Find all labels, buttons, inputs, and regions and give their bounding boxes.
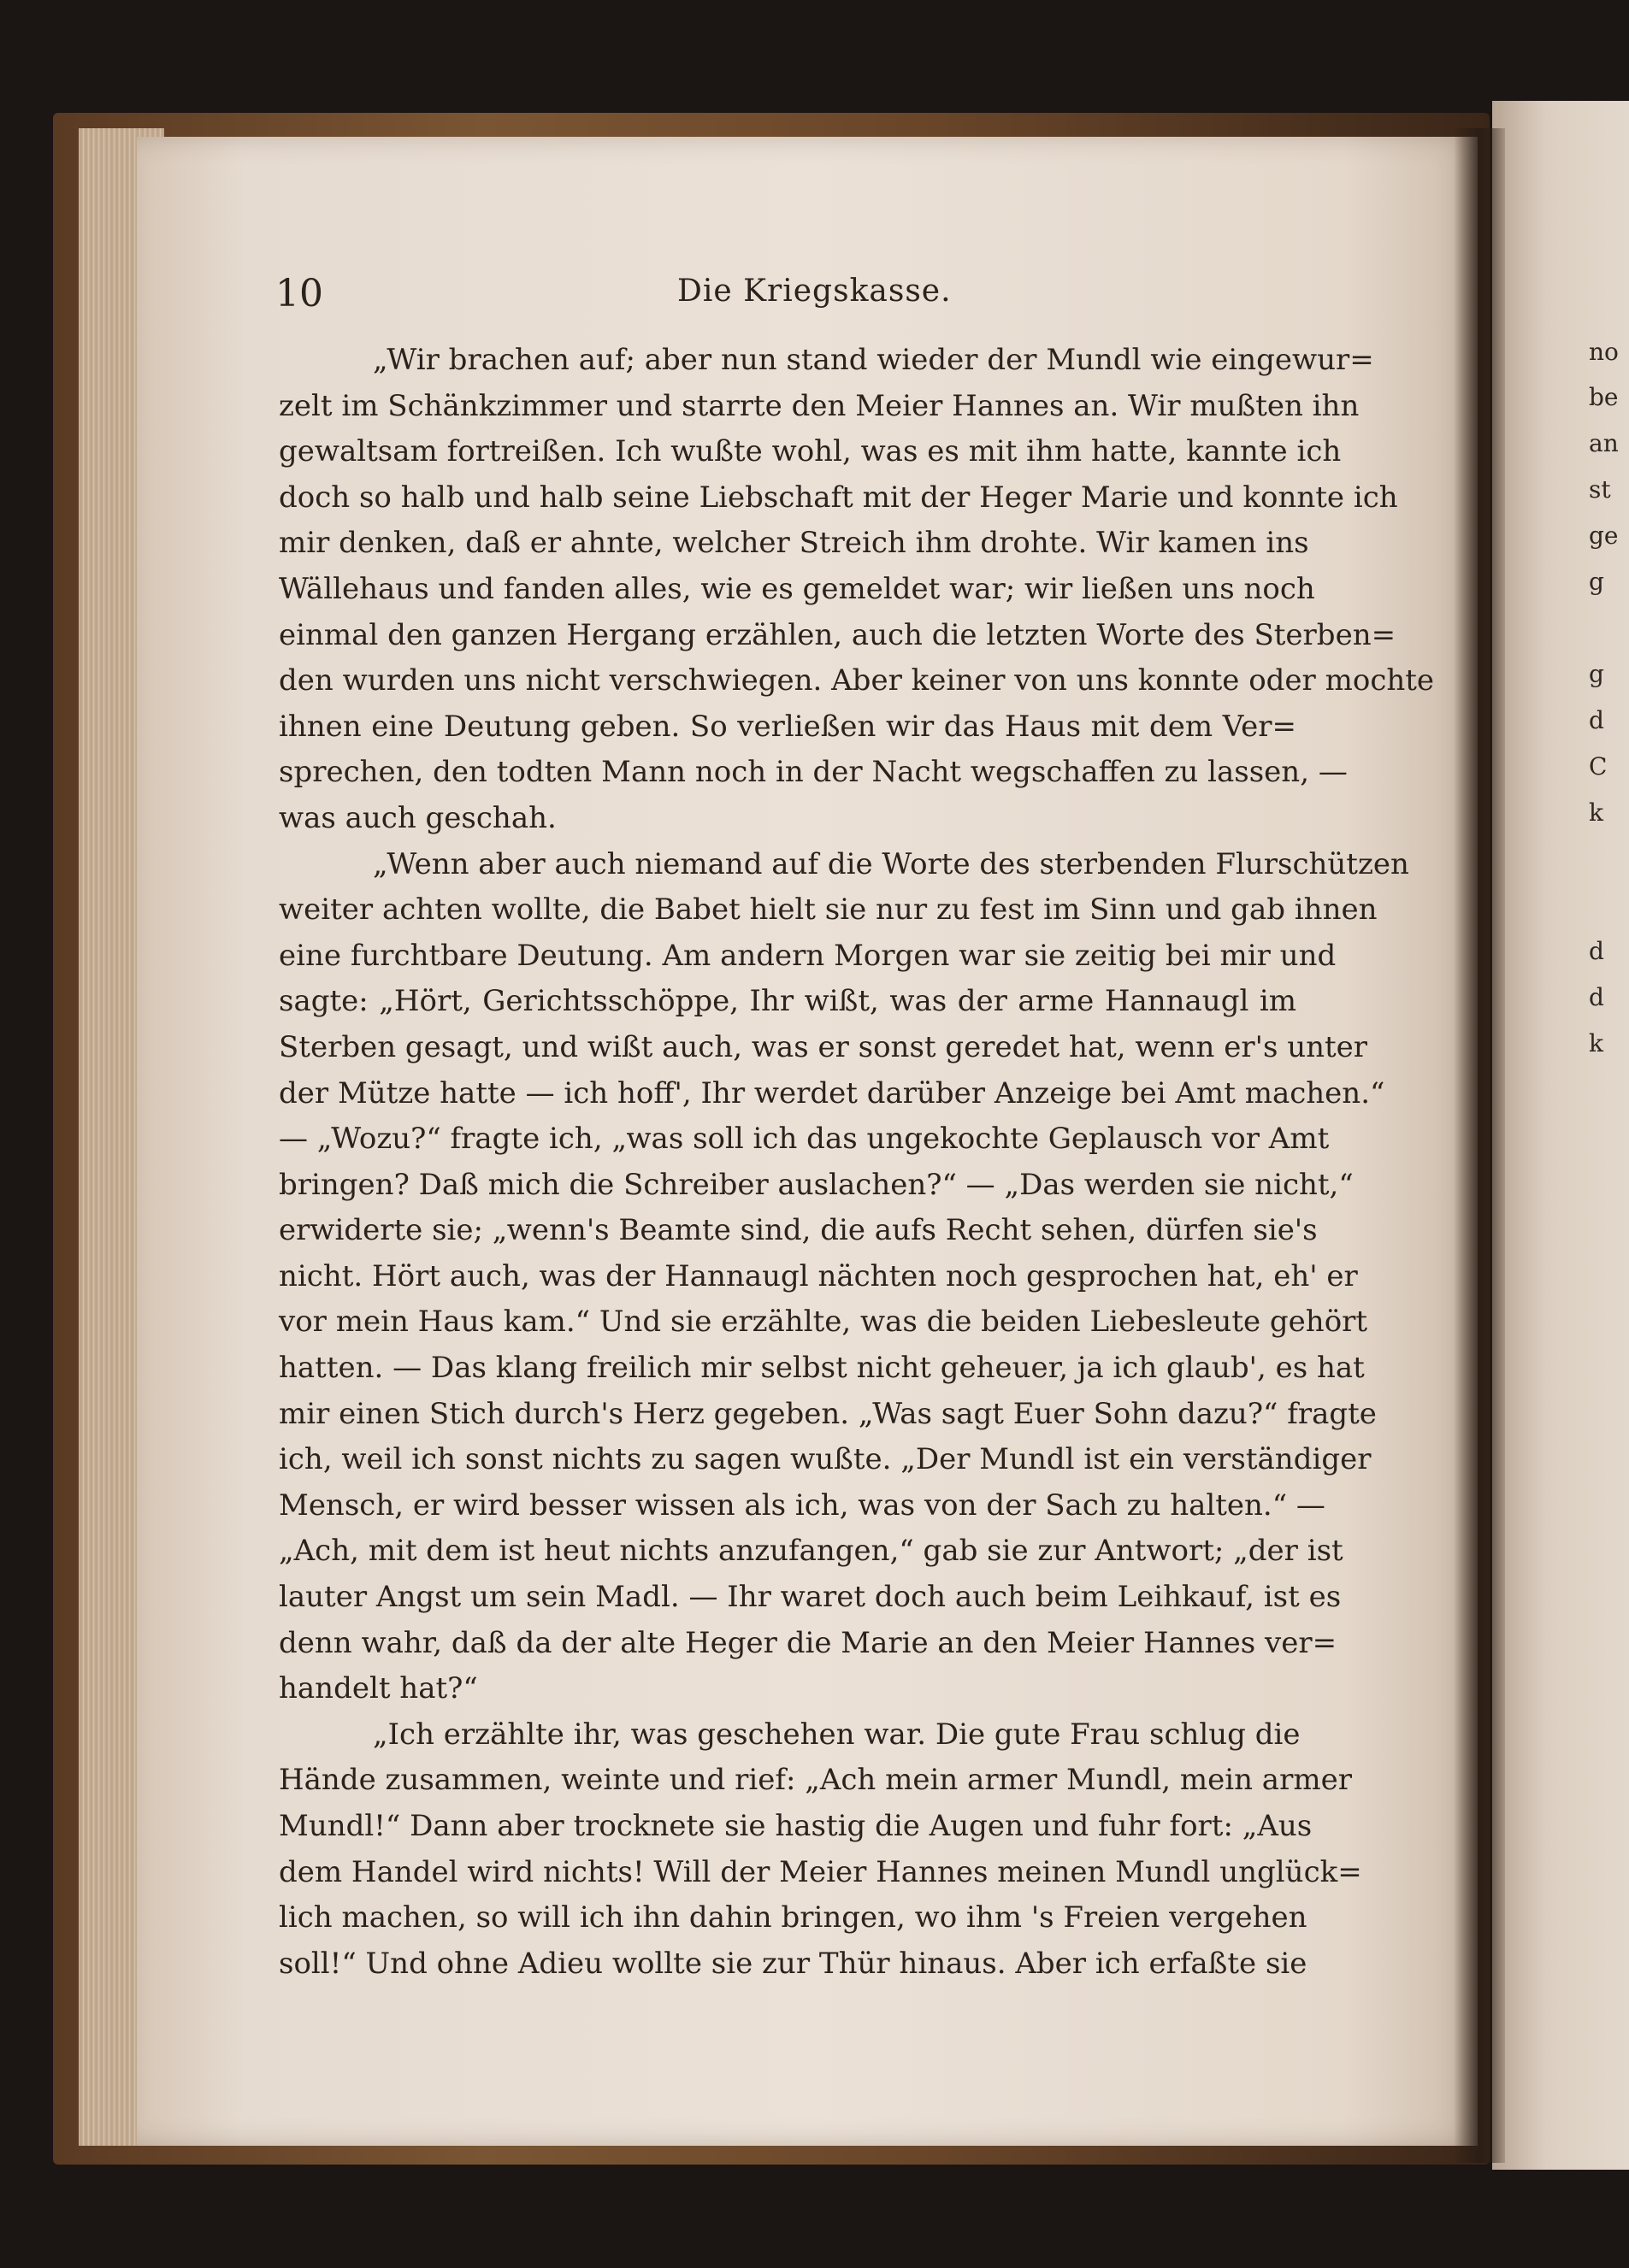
text-line: Mundl!“ Dann aber trocknete sie hastig die Augen und fuhr fort: „Aus: [279, 1809, 1313, 1843]
text-line: — „Wozu?“ fragte ich, „was soll ich das ungekochte Geplausch vor Amt: [279, 1122, 1330, 1157]
facing-page-fragment: k: [1589, 798, 1603, 827]
facing-page-fragment: no: [1589, 338, 1619, 366]
facing-page-fragment: be: [1589, 383, 1619, 411]
body-text: [279, 338, 1435, 1987]
facing-page-fragment: ge: [1589, 521, 1619, 550]
text-line: vor mein Haus kam.“ Und sie erzählte, was die beiden Liebesleute gehört: [279, 1305, 1368, 1340]
text-line: Mensch, er wird besser wissen als ich, was von der Sach zu halten.“ —: [279, 1487, 1325, 1523]
book-gutter: [1454, 128, 1505, 2163]
facing-page-fragment: k: [1589, 1029, 1603, 1057]
facing-page-fragment: an: [1589, 429, 1619, 457]
facing-page-fragment: g: [1589, 660, 1604, 688]
text-line: erwiderte sie; „wenn's Beamte sind, die aufs Recht sehen, dürfen sie's: [279, 1213, 1318, 1248]
text-line: „Wir brachen auf; aber nun stand wieder der Mundl wie eingewur=: [373, 343, 1374, 377]
text-line: bringen? Daß mich die Schreiber auslachen?“ — „Das werden sie nicht,“: [279, 1167, 1354, 1202]
text-line: soll!“ Und ohne Adieu wollte sie zur Thür hinaus. Aber ich erfaßte sie: [279, 1946, 1307, 1981]
facing-page: [1492, 101, 1629, 2170]
text-line: ich, weil ich sonst nichts zu sagen wußte. „Der Mundl ist ein verständiger: [279, 1442, 1372, 1477]
text-line: handelt hat?“: [279, 1671, 478, 1706]
page-header: [275, 272, 1301, 323]
text-line: hatten. — Das klang freilich mir selbst nicht geheuer, ja ich glaub', es hat: [279, 1351, 1365, 1386]
text-line: nicht. Hört auch, was der Hannaugl nächten noch gesprochen hat, eh' er: [279, 1258, 1358, 1293]
facing-page-fragment: g: [1589, 568, 1604, 596]
text-line: dem Handel wird nichts! Will der Meier Hannes meinen Mundl unglück=: [279, 1854, 1362, 1889]
text-line: Wällehaus und fanden alles, wie es gemeldet war; wir ließen uns noch: [279, 571, 1315, 606]
text-line: einmal den ganzen Hergang erzählen, auch die letzten Worte des Sterben=: [279, 617, 1396, 652]
text-line: zelt im Schänkzimmer und starrte den Meier Hannes an. Wir mußten ihn: [279, 388, 1360, 423]
text-line: was auch geschah.: [279, 800, 557, 835]
text-line: doch so halb und halb seine Liebschaft mit der Heger Marie und konnte ich: [279, 480, 1398, 515]
text-line: mir denken, daß er ahnte, welcher Streich ihm drohte. Wir kamen ins: [279, 526, 1309, 561]
text-line: mir einen Stich durch's Herz gegeben. „Was sagt Euer Sohn dazu?“ fragte: [279, 1396, 1377, 1431]
text-line: sprechen, den todten Mann noch in der Nacht wegschaffen zu lassen, —: [279, 755, 1348, 790]
text-line: Hände zusammen, weinte und rief: „Ach mein armer Mundl, mein armer: [279, 1763, 1352, 1798]
text-line: Sterben gesagt, und wißt auch, was er sonst geredet hat, wenn er's unter: [279, 1029, 1368, 1064]
text-line: denn wahr, daß da der alte Heger die Marie an den Meier Hannes ver=: [279, 1625, 1337, 1660]
text-line: lich machen, so will ich ihn dahin bringen, wo ihm 's Freien vergehen: [279, 1900, 1307, 1935]
page-number: 10: [275, 272, 323, 315]
facing-page-fragment: d: [1589, 937, 1604, 965]
text-line: „Ach, mit dem ist heut nichts anzufangen,“ gab sie zur Antwort; „der ist: [279, 1534, 1343, 1569]
text-line: gewaltsam fortreißen. Ich wußte wohl, was es mit ihm hatte, kannte ich: [279, 434, 1342, 469]
facing-page-fragment: C: [1589, 752, 1608, 781]
text-line: weiter achten wollte, die Babet hielt sie nur zu fest im Sinn und gab ihnen: [279, 892, 1378, 928]
text-line: „Wenn aber auch niemand auf die Worte des sterbenden Flurschützen: [373, 846, 1409, 881]
text-line: „Ich erzählte ihr, was geschehen war. Die gute Frau schlug die: [373, 1717, 1301, 1752]
facing-page-fragment: d: [1589, 706, 1604, 734]
text-line: sagte: „Hört, Gerichtsschöppe, Ihr wißt, was der arme Hannaugl im: [279, 984, 1296, 1019]
running-title: Die Kriegskasse.: [677, 274, 952, 309]
facing-page-fragment: st: [1589, 475, 1611, 504]
facing-page-fragment: d: [1589, 983, 1604, 1011]
text-line: eine furchtbare Deutung. Am andern Morgen war sie zeitig bei mir und: [279, 938, 1337, 973]
text-line: den wurden uns nicht verschwiegen. Aber keiner von uns konnte oder mochte: [279, 663, 1435, 698]
text-line: der Mütze hatte — ich hoff', Ihr werdet darüber Anzeige bei Amt machen.“: [279, 1075, 1385, 1110]
text-line: ihnen eine Deutung geben. So verließen wir das Haus mit dem Ver=: [279, 709, 1296, 744]
text-line: lauter Angst um sein Madl. — Ihr waret doch auch beim Leihkauf, ist es: [279, 1580, 1342, 1615]
